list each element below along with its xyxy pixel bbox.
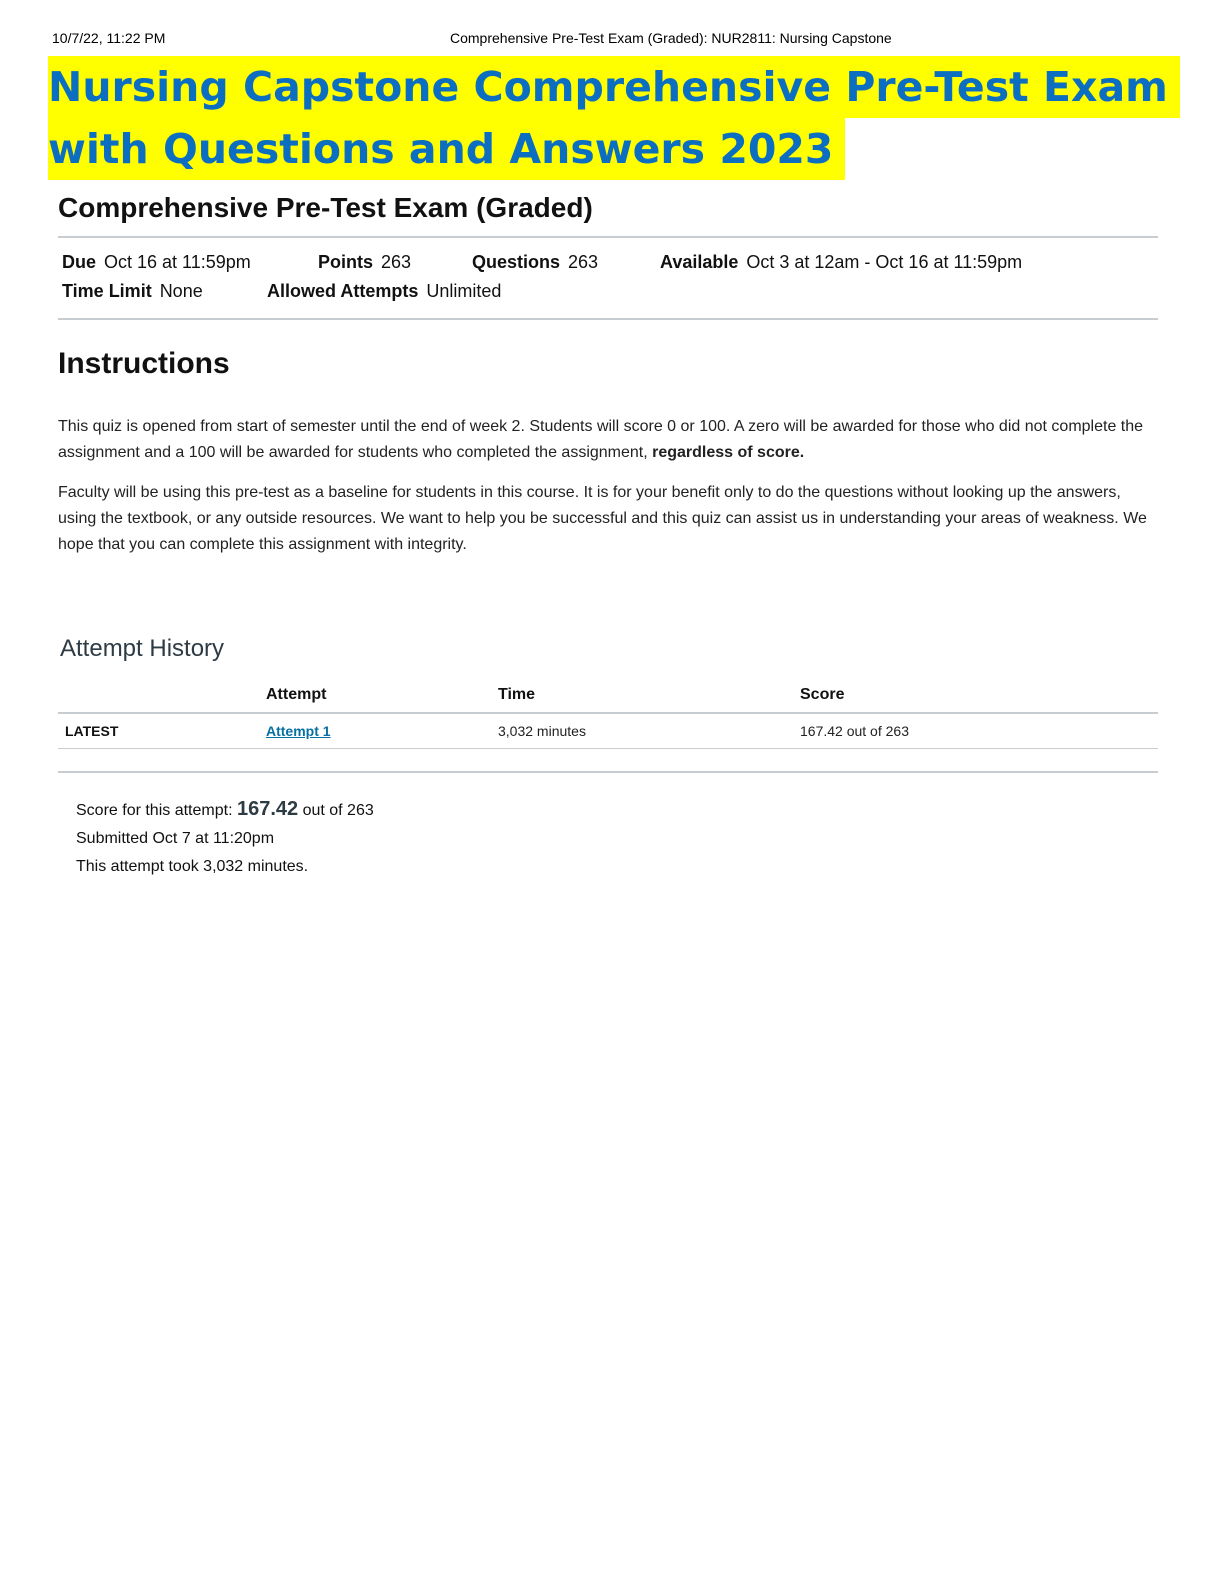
score-cell: 167.42 out of 263 — [800, 713, 1158, 749]
details-row-1 — [62, 248, 1154, 277]
banner-heading — [48, 56, 1180, 180]
main-content — [58, 186, 1158, 881]
questions-detail — [472, 248, 598, 277]
header-attempt: Attempt — [266, 684, 498, 713]
score-prefix: Score for this attempt: — [76, 802, 237, 819]
banner-line-2: with Questions and Answers 2023 — [48, 118, 845, 180]
allowed-attempts-value: Unlimited — [426, 281, 502, 301]
questions-value: 263 — [568, 252, 599, 272]
instructions-paragraph-1-text: This quiz is opened from start of semester until the end of week 2. Students will score 0 or 100. A zero will be awarded for those who did not complete the assignment and a 100 will be awarded for students who completed the assignment, — [58, 418, 1144, 461]
points-value: 263 — [381, 252, 412, 272]
print-header — [52, 30, 1172, 50]
time-limit-detail — [62, 277, 203, 306]
time-cell: 3,032 minutes — [498, 713, 800, 749]
instructions-paragraph-1 — [58, 414, 1158, 466]
attempt-history-table — [58, 684, 1158, 749]
score-suffix: out of 263 — [298, 802, 374, 819]
attempt-1-link[interactable]: Attempt 1 — [266, 723, 331, 739]
points-label: Points — [318, 252, 374, 272]
header-score: Score — [800, 684, 1158, 713]
attempt-summary — [76, 795, 1158, 881]
table-row — [58, 713, 1158, 749]
submitted-line: Submitted Oct 7 at 11:20pm — [76, 830, 275, 847]
instructions-paragraph-1-bold: regardless of score. — [652, 444, 805, 461]
duration-line: This attempt took 3,032 minutes. — [76, 858, 309, 875]
print-page-title: Comprehensive Pre-Test Exam (Graded): NUR2811: Nursing Capstone — [450, 30, 892, 46]
table-header-row — [58, 684, 1158, 713]
header-time: Time — [498, 684, 800, 713]
due-value: Oct 16 at 11:59pm — [104, 252, 251, 272]
points-detail — [318, 248, 411, 277]
allowed-attempts-detail — [267, 277, 501, 306]
attempt-history-title: Attempt History — [60, 635, 225, 662]
details-divider — [58, 318, 1158, 320]
header-tag — [58, 684, 266, 713]
allowed-attempts-label: Allowed Attempts — [267, 281, 419, 301]
due-label: Due — [62, 252, 97, 272]
available-label: Available — [660, 252, 739, 272]
instructions-paragraph-2: Faculty will be using this pre-test as a baseline for students in this course. It is for your benefit only to do the questions without looking up the answers, using the textbook, or any outside resources. We want to help you be successful and this quiz can assist us in understanding your areas of weakness. We hope that you can complete this assignment with integrity. — [58, 484, 1147, 553]
due-detail — [62, 248, 251, 277]
instructions-title: Instructions — [58, 347, 230, 380]
available-detail — [660, 248, 1022, 277]
quiz-title: Comprehensive Pre-Test Exam (Graded) — [58, 192, 593, 223]
details-row-2 — [62, 277, 1154, 306]
print-date: 10/7/22, 11:22 PM — [52, 30, 166, 46]
instructions-body — [58, 414, 1158, 558]
available-value: Oct 3 at 12am - Oct 16 at 11:59pm — [746, 252, 1023, 272]
latest-tag: LATEST — [58, 713, 266, 749]
questions-label: Questions — [472, 252, 561, 272]
banner-line-1: Nursing Capstone Comprehensive Pre-Test Exam — [48, 56, 1180, 118]
time-limit-label: Time Limit — [62, 281, 152, 301]
attempt-cell — [266, 713, 498, 749]
score-line — [76, 795, 1158, 825]
score-value: 167.42 — [236, 798, 299, 820]
quiz-details — [58, 238, 1158, 318]
summary-divider — [58, 771, 1158, 773]
time-limit-value: None — [159, 281, 203, 301]
